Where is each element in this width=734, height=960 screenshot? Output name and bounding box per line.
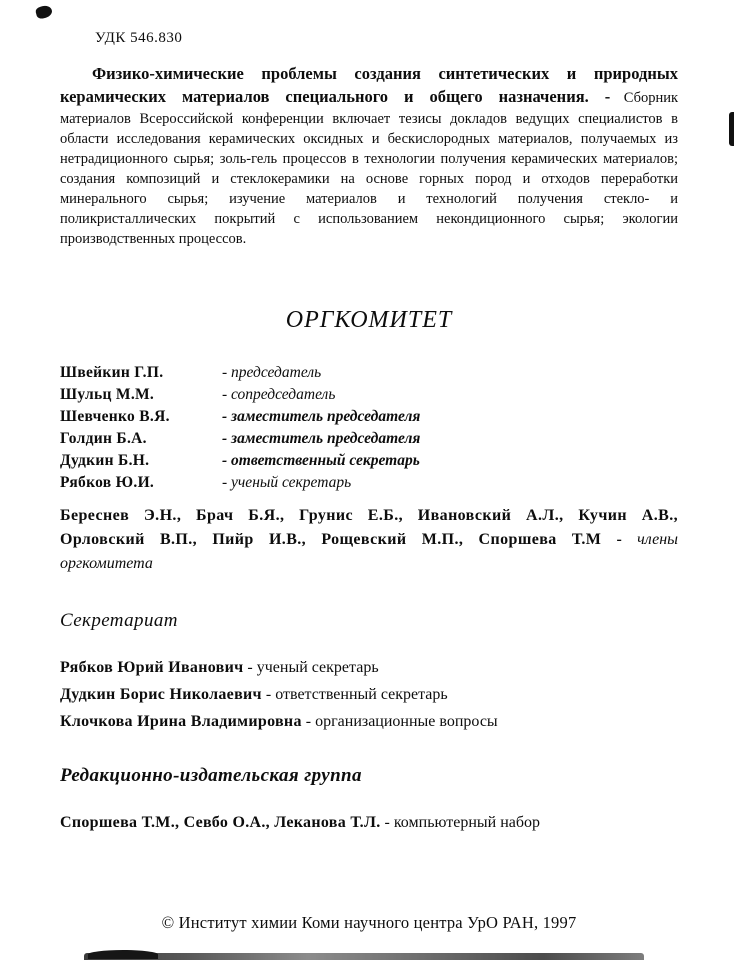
secretariat-item <box>60 654 678 681</box>
editorial-role: - компьютерный набор <box>384 814 540 832</box>
secretariat-list <box>60 654 678 735</box>
editorial-names: Споршева Т.М., Севбо О.А., Леканова Т.Л. <box>60 814 381 832</box>
other-members-names: Береснев Э.Н., Брач Б.Я., Грунис Е.Б., Ивановский А.Л., Кучин А.В., Орловский В.П., Пийр И.В., Рощевский М.П., Споршева Т.М - <box>60 507 678 549</box>
secretariat-item <box>60 708 678 735</box>
editorial-group-heading: Редакционно-издательская группа <box>60 765 362 787</box>
member-name: Шульц М.М. <box>60 386 155 404</box>
abstract-body: Сборник материалов Всероссийской конференции включает тезисы докладов ведущих специалистов в области исследования керамических оксидных и бескислородных материалов, получаемых из нетрадиционного сырья; золь-гель процессов в технологии получения керамических материалов; создания композиций и стеклокерамики на основе горных пород и отходов переработки минерального сырья; изучение материалов и технологий получения стекло- и поликристаллических покрытий с использованием некондиционного сырья; экологии производственных процессов. <box>60 90 679 248</box>
copyright-line: © Институт химии Коми научного центра УрО РАН, 1997 <box>161 913 577 933</box>
member-row <box>60 428 678 450</box>
secretariat-name: Рябков Юрий Иванович <box>60 659 244 677</box>
other-members-label: члены оргкомитета <box>60 531 679 573</box>
secretariat-item <box>60 681 678 708</box>
orgcommittee-other-members <box>60 504 678 576</box>
secretariat-name: Дудкин Борис Николаевич <box>60 686 262 704</box>
member-row <box>60 362 678 384</box>
secretariat-role: - ученый секретарь <box>247 659 379 677</box>
member-role: - заместитель председателя <box>222 430 421 448</box>
member-name: Дудкин Б.Н. <box>60 452 150 470</box>
member-name: Швейкин Г.П. <box>60 364 164 382</box>
orgcommittee-heading: ОРГКОМИТЕТ <box>285 307 453 334</box>
secretariat-role: - ответственный секретарь <box>265 686 448 704</box>
secretariat-role: - организационные вопросы <box>305 713 498 731</box>
abstract-title-lead: Физико-химические проблемы создания синтетических и природных керамических материалов специального и общего назначения. - <box>60 63 678 107</box>
secretariat-name: Клочкова Ирина Владимировна <box>60 713 302 731</box>
member-role: - заместитель председателя <box>222 408 421 426</box>
member-row <box>60 384 678 406</box>
member-role: - ученый секретарь <box>222 474 352 492</box>
member-role: - сопредседатель <box>222 386 336 404</box>
member-row <box>60 472 678 494</box>
member-row <box>60 450 678 472</box>
member-role: - председатель <box>222 364 322 382</box>
udk-code: УДК 546.830 <box>95 30 183 46</box>
orgcommittee-member-list <box>60 362 678 494</box>
member-name: Рябков Ю.И. <box>60 474 155 492</box>
editorial-item <box>60 811 678 835</box>
scan-artifact-bottom-edge <box>84 953 644 960</box>
member-role: - ответственный секретарь <box>222 452 420 470</box>
editorial-group-list <box>60 811 678 835</box>
member-name: Шевченко В.Я. <box>60 408 170 426</box>
secretariat-heading: Секретариат <box>60 610 178 632</box>
member-name: Голдин Б.А. <box>60 430 147 448</box>
member-row <box>60 406 678 428</box>
abstract-paragraph <box>60 62 678 250</box>
scan-artifact-bottom-blob <box>88 950 158 959</box>
